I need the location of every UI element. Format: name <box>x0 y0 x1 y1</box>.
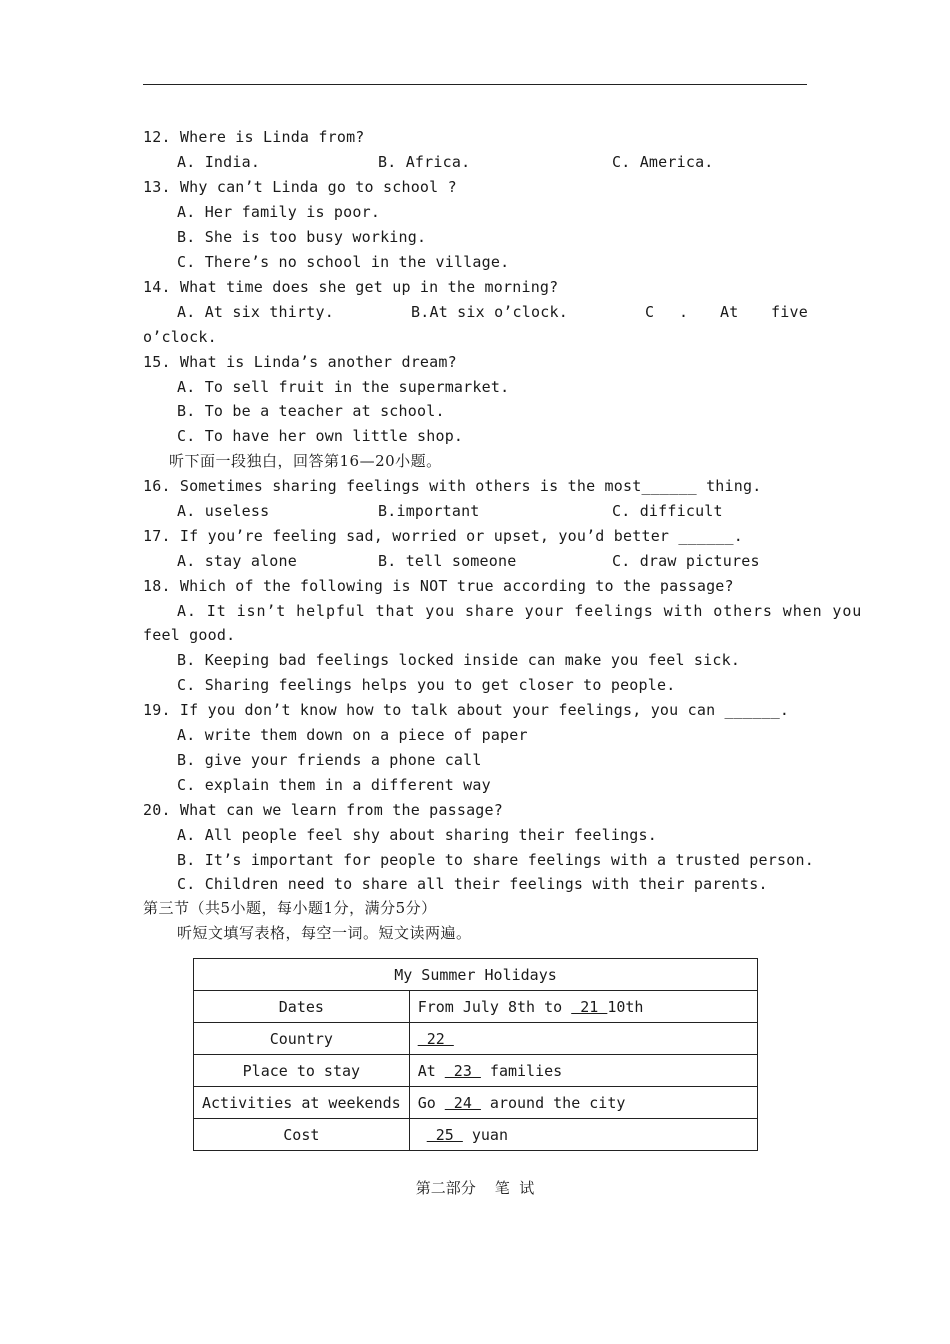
row-label: Activities at weekends <box>194 1087 410 1119</box>
q18-option-a-continued: feel good. <box>143 626 236 644</box>
q14-options <box>177 300 807 324</box>
q16-option-c: C. difficult <box>612 502 723 520</box>
row-value <box>409 1087 757 1119</box>
q17-option-c: C. draw pictures <box>612 552 760 570</box>
q15-stem: 15. What is Linda’s another dream? <box>143 353 457 371</box>
q20-option-a: A. All people feel shy about sharing their feelings. <box>177 826 657 844</box>
q16-options <box>177 499 807 523</box>
row-value <box>409 1055 757 1087</box>
answer-blank-23: 23 <box>444 1061 481 1080</box>
q15-option-b: B. To be a teacher at school. <box>177 402 445 420</box>
table-row <box>194 1087 758 1119</box>
value-text: families <box>480 1061 563 1080</box>
row-label: Cost <box>194 1119 410 1151</box>
q19-option-c: C. explain them in a different way <box>177 776 491 794</box>
q12-option-a: A. India. <box>177 153 261 171</box>
q14-option-c-continued: o’clock. <box>143 328 217 346</box>
q20-option-c: C. Children need to share all their feelings with their parents. <box>177 875 768 893</box>
summer-holidays-table <box>193 958 758 1151</box>
table-row <box>194 991 758 1023</box>
answer-blank-24: 24 <box>444 1093 481 1112</box>
q13-option-b: B. She is too busy working. <box>177 228 427 246</box>
q15-option-c: C. To have her own little shop. <box>177 427 464 445</box>
q14-option-a: A. At six thirty. <box>177 303 334 321</box>
table-title: My Summer Holidays <box>194 959 758 991</box>
row-label: Country <box>194 1023 410 1055</box>
q12-options <box>177 150 807 174</box>
q18-option-a: A. It isn’t helpful that you share your feelings with others when you <box>177 602 863 620</box>
answer-blank-21: 21 <box>571 997 608 1016</box>
table-row <box>194 1119 758 1151</box>
q12-stem: 12. Where is Linda from? <box>143 128 365 146</box>
value-text: Go <box>417 1093 445 1112</box>
header-rule <box>143 84 807 85</box>
instruction-16-20: 听下面一段独白，回答第16—20小题。 <box>169 452 442 470</box>
q17-option-a: A. stay alone <box>177 552 297 570</box>
q14-option-c-word1: At <box>720 303 739 321</box>
q16-option-b: B.important <box>378 502 480 520</box>
q14-option-c-word2: five <box>771 303 808 321</box>
q13-stem: 13. Why can’t Linda go to school ? <box>143 178 457 196</box>
q14-option-c-letter: C <box>645 303 655 321</box>
value-text: around the city <box>480 1093 626 1112</box>
value-text: At <box>417 1061 445 1080</box>
part2-title: 第二部分 笔 试 <box>415 1179 535 1197</box>
row-value <box>409 1023 757 1055</box>
value-text: yuan <box>462 1125 508 1144</box>
table-row <box>194 1055 758 1087</box>
row-value <box>409 991 757 1023</box>
q17-option-b: B. tell someone <box>378 552 517 570</box>
q14-stem: 14. What time does she get up in the morning? <box>143 278 559 296</box>
table-row <box>194 1023 758 1055</box>
q18-option-c: C. Sharing feelings helps you to get closer to people. <box>177 676 676 694</box>
q19-stem: 19. If you don’t know how to talk about your feelings, you can ______. <box>143 701 790 719</box>
row-value <box>409 1119 757 1151</box>
q13-option-c: C. There’s no school in the village. <box>177 253 510 271</box>
q20-stem: 20. What can we learn from the passage? <box>143 801 503 819</box>
section3-instruction: 听短文填写表格，每空一词。短文读两遍。 <box>177 924 472 942</box>
row-label: Place to stay <box>194 1055 410 1087</box>
q12-option-b: B. Africa. <box>378 153 471 171</box>
q13-option-a: A. Her family is poor. <box>177 203 381 221</box>
q16-stem: 16. Sometimes sharing feelings with others is the most______ thing. <box>143 477 762 495</box>
q18-stem: 18. Which of the following is NOT true according to the passage? <box>143 577 734 595</box>
value-text: 10th <box>607 997 644 1016</box>
table-header-row <box>194 959 758 991</box>
q17-options <box>177 549 807 573</box>
answer-blank-22: 22 <box>417 1029 454 1048</box>
row-label: Dates <box>194 991 410 1023</box>
q20-option-b: B. It’s important for people to share feelings with a trusted person. <box>177 851 814 869</box>
q14-option-b: B.At six o’clock. <box>411 303 568 321</box>
q19-option-a: A. write them down on a piece of paper <box>177 726 528 744</box>
q15-option-a: A. To sell fruit in the supermarket. <box>177 378 510 396</box>
q16-option-a: A. useless <box>177 502 270 520</box>
q18-option-b: B. Keeping bad feelings locked inside can make you feel sick. <box>177 651 741 669</box>
q19-option-b: B. give your friends a phone call <box>177 751 482 769</box>
q14-option-c-dot: . <box>679 303 689 321</box>
q12-option-c: C. America. <box>612 153 714 171</box>
answer-blank-25: 25 <box>426 1125 463 1144</box>
value-text: From July 8th to <box>417 997 572 1016</box>
q17-stem: 17. If you’re feeling sad, worried or upset, you’d better ______. <box>143 527 743 545</box>
section3-title: 第三节（共5小题，每小题1分，满分5分） <box>143 899 437 917</box>
value-text <box>418 1126 427 1144</box>
